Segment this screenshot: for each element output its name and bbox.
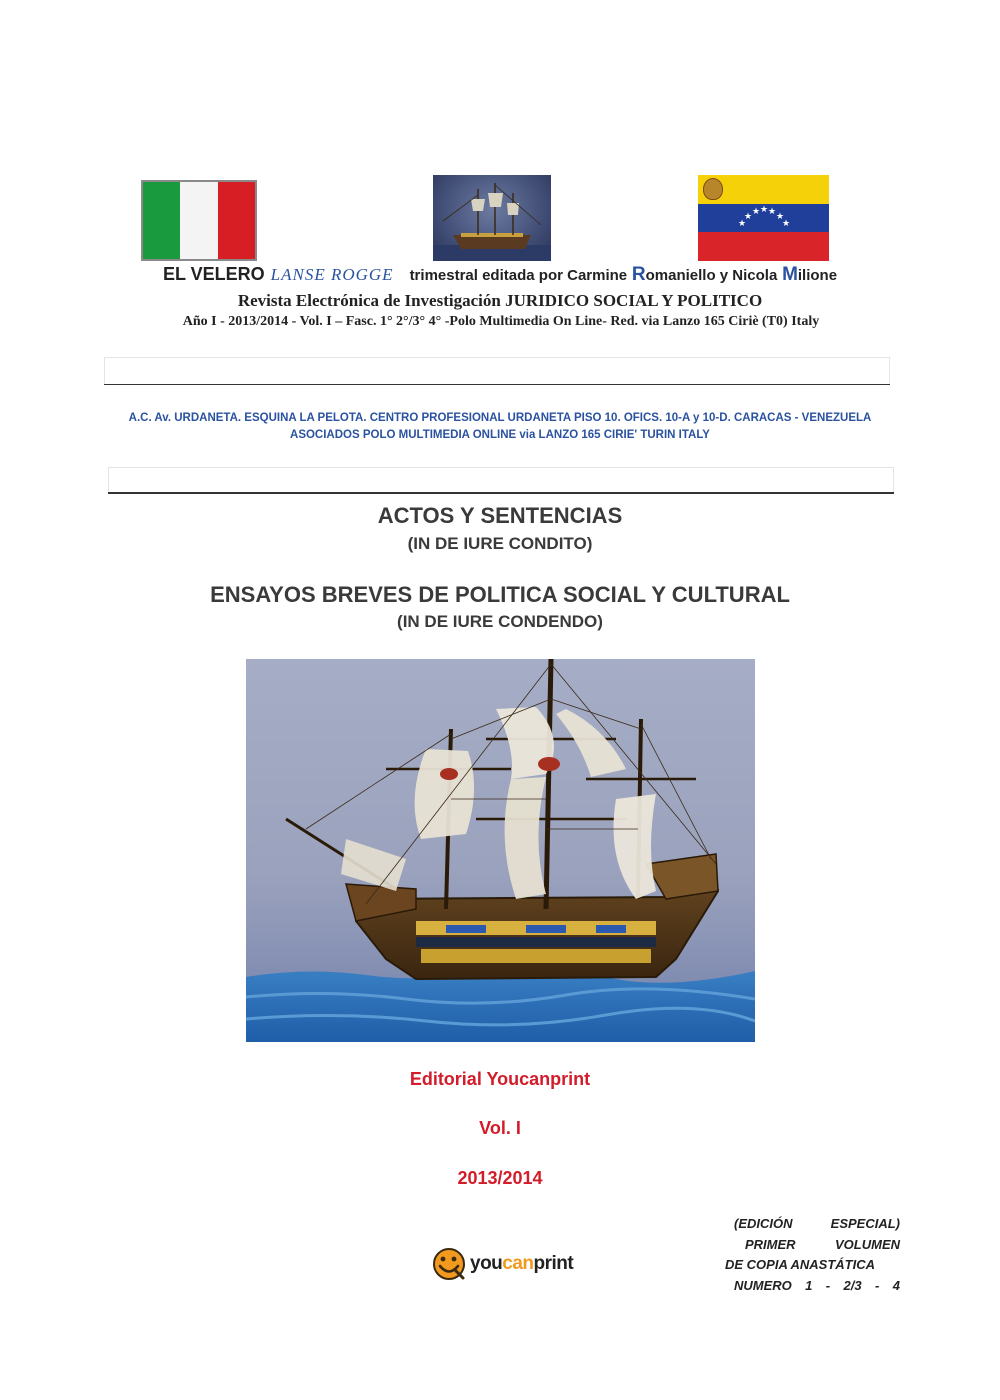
svg-text:★: ★ (760, 204, 769, 215)
divider-line-top (104, 384, 890, 385)
title-initial-r: R (631, 264, 646, 285)
svg-text:★: ★ (776, 211, 785, 222)
flag-red-band (218, 182, 255, 259)
logo-can: can (502, 1253, 534, 1274)
edition-word-2: ESPECIAL) (830, 1216, 900, 1231)
svg-text:★: ★ (782, 218, 791, 229)
address-line-2: ASOCIADOS POLO MULTIMEDIA ONLINE via LANZO 165 CIRIE' TURIN ITALY (290, 429, 710, 441)
svg-text:★: ★ (752, 206, 761, 217)
heading-condendo: (IN DE IURE CONDENDO) (397, 612, 603, 631)
galleon-ship-image (433, 175, 551, 261)
rule-box-bottom (108, 467, 894, 492)
edition-line-3: DE COPIA ANASTÁTICA (725, 1257, 875, 1272)
heading-condito: (IN DE IURE CONDITO) (407, 534, 593, 553)
youcanprint-smiley-icon (432, 1247, 466, 1281)
edition-word-3: PRIMER (745, 1236, 796, 1252)
title-ilione: ilione (797, 267, 838, 284)
logo-you: you (470, 1253, 503, 1274)
edition-dash-2: - (875, 1277, 880, 1293)
edition-note (720, 1214, 900, 1296)
masthead-title (0, 264, 1000, 286)
svg-text:★: ★ (738, 218, 747, 229)
edition-word-4: VOLUMEN (835, 1236, 900, 1252)
galleon-ship-photo (246, 659, 755, 1042)
svg-text:★: ★ (768, 206, 777, 217)
edition-num-3: 4 (892, 1277, 900, 1293)
youcanprint-wordmark (470, 1253, 573, 1275)
svg-text:★: ★ (744, 211, 753, 222)
title-omaniello: omaniello y Nicola (645, 267, 778, 284)
title-lanse-rogge: LANSE ROGGE (270, 265, 394, 284)
divider-line-bottom (108, 492, 894, 494)
logo-print: print (533, 1253, 574, 1274)
edition-numero: NUMERO (734, 1277, 792, 1293)
year-label: 2013/2014 (457, 1168, 543, 1188)
flag-blue-band (698, 204, 829, 233)
title-trimestral: trimestral editada por Carmine (409, 267, 628, 284)
revista-subtitle: Revista Electrónica de Investigación JURIDICO SOCIAL Y POLITICO (237, 291, 763, 310)
address-line-1: A.C. Av. URDANETA. ESQUINA LA PELOTA. CENTRO PROFESIONAL URDANETA PISO 10. OFICS. 10-A y 10-D. CARACAS - VENEZUELA (128, 412, 872, 424)
italy-flag-icon (141, 180, 257, 261)
youcanprint-logo (432, 1246, 574, 1282)
editorial-name: Editorial Youcanprint (409, 1069, 591, 1089)
title-initial-m: M (782, 264, 798, 285)
flag-white-band (180, 182, 217, 259)
edition-word-1: (EDICIÓN (734, 1216, 793, 1231)
flag-yellow-band (698, 175, 829, 204)
rule-box-top (104, 357, 890, 385)
venezuela-flag-icon (698, 175, 829, 261)
edition-num-2: 2/3 (843, 1277, 862, 1293)
coat-of-arms-icon (703, 178, 723, 200)
flag-red-band (698, 232, 829, 261)
edition-dash-1: - (825, 1277, 831, 1293)
volume-label: Vol. I (479, 1118, 521, 1138)
heading-actos: ACTOS Y SENTENCIAS (377, 503, 623, 528)
edition-num-1: 1 (805, 1277, 813, 1293)
heading-ensayos: ENSAYOS BREVES DE POLITICA SOCIAL Y CULTURAL (210, 582, 790, 607)
flag-green-band (143, 182, 180, 259)
volume-info-line: Año I - 2013/2014 - Vol. I – Fasc. 1° 2°/3° 4° -Polo Multimedia On Line- Red. via Lanzo 165 Ciriè (T0) Italy (182, 314, 820, 329)
title-el-velero: EL VELERO (162, 264, 265, 284)
